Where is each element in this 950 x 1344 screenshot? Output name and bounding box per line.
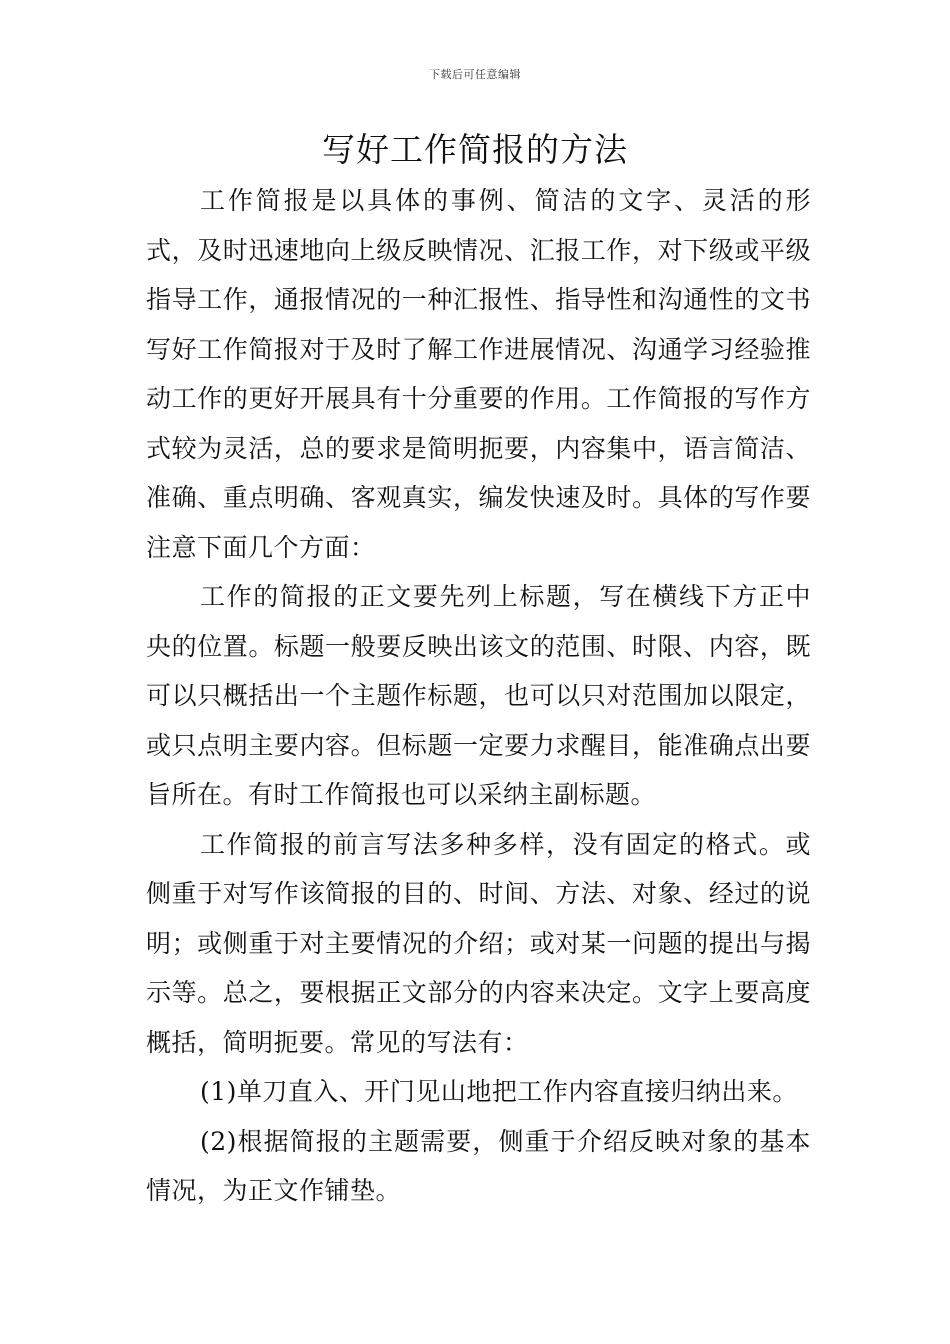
paragraph-method-2: (2)根据简报的主题需要，侧重于介绍反映对象的基本情况，为正文作铺垫。	[146, 1126, 811, 1205]
paragraph-method-1: (1)单刀直入、开门见山地把工作内容直接归纳出来。	[200, 1077, 798, 1106]
paragraph-preface-rules: 工作简报的前言写法多种多样，没有固定的格式。或侧重于对写作该简报的目的、时间、方法、对象、经过的说明；或侧重于对主要情况的介绍；或对某一问题的提出与揭示等。总之，要根据正文部分的内容来决定。文字上要高度概括，简明扼要。常见的写法有：	[146, 829, 811, 1057]
document-body	[146, 176, 811, 1216]
document-title: 写好工作简报的方法	[322, 130, 628, 169]
paragraph-title-rules: 工作的简报的正文要先列上标题，写在横线下方正中央的位置。标题一般要反映出该文的范围、时限、内容，既可以只概括出一个主题作标题，也可以只对范围加以限定，或只点明主要内容。但标题一定要力求醒目，能准确点出要旨所在。有时工作简报也可以采纳主副标题。	[146, 582, 811, 809]
header-note: 下载后可任意编辑	[429, 68, 521, 81]
paragraph-intro: 工作简报是以具体的事例、简洁的文字、灵活的形式，及时迅速地向上级反映情况、汇报工作，对下级或平级指导工作，通报情况的一种汇报性、指导性和沟通性的文书写好工作简报对于及时了解工作进展情况、沟通学习经验推动工作的更好开展具有十分重要的作用。工作简报的写作方式较为灵活，总的要求是简明扼要，内容集中，语言简洁、准确、重点明确、客观真实，编发快速及时。具体的写作要注意下面几个方面：	[146, 186, 811, 562]
